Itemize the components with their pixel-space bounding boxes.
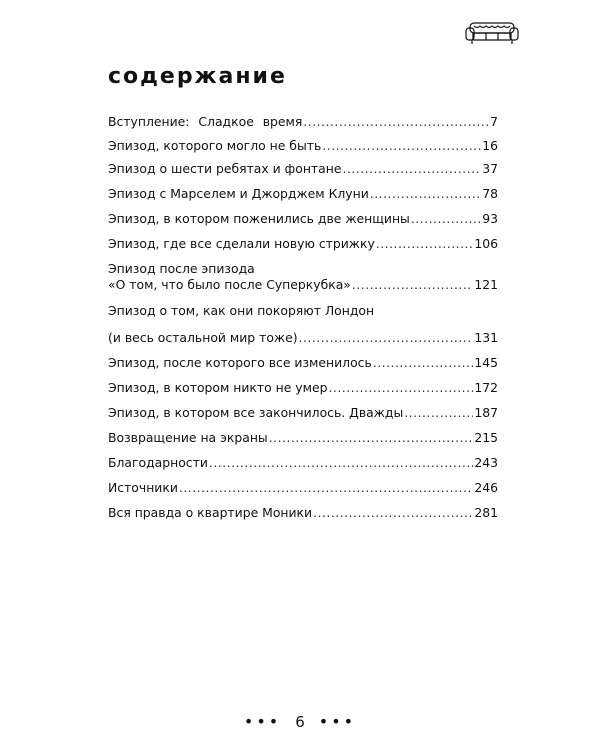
- toc-entry: [108, 261, 498, 293]
- toc-entry-page: 131: [474, 330, 498, 345]
- toc-entry-title-line1: Эпизод о том, как они покоряют Лондон: [108, 303, 375, 318]
- toc-entry-title: (и весь остальной мир тоже): [108, 330, 298, 345]
- toc-entry-title: Эпизод, где все сделали новую стрижку: [108, 236, 375, 251]
- toc-entry: [108, 186, 498, 202]
- toc-entry-title: Возвращение на экраны: [108, 430, 268, 445]
- toc-entry-title: Эпизод, в котором поженились две женщины: [108, 211, 410, 226]
- leader-dots: [269, 430, 474, 446]
- toc-entry-title: Эпизод о шести ребятах и фонтане: [108, 161, 342, 176]
- toc-entry-page: 243: [474, 455, 498, 470]
- leader-dots: [373, 355, 474, 371]
- toc-entry-title: Благодарности: [108, 455, 208, 470]
- toc-entry: [108, 114, 498, 130]
- toc-entry-page: 215: [474, 430, 498, 445]
- toc-entry: [108, 480, 498, 496]
- page-number: 6: [295, 713, 305, 731]
- toc-entry: [108, 405, 498, 421]
- toc-entry-page: 93: [482, 211, 498, 226]
- toc-entry-title: Эпизод, после которого все изменилось: [108, 355, 372, 370]
- table-of-contents: [108, 114, 498, 521]
- leader-dots: [404, 405, 473, 421]
- leader-dots: [328, 380, 473, 396]
- leader-dots: [411, 211, 481, 227]
- toc-entry: [108, 430, 498, 446]
- toc-entry-page: 246: [474, 480, 498, 495]
- footer-dots-left: •••: [243, 712, 282, 731]
- toc-entry: [108, 355, 498, 371]
- toc-entry-title: Источники: [108, 480, 178, 495]
- toc-entry-title: Вступление: Сладкое время: [108, 114, 303, 129]
- leader-dots: [376, 236, 474, 252]
- footer-dots-right: •••: [318, 712, 357, 731]
- page-title: содержание: [108, 64, 287, 89]
- toc-entry: [108, 161, 498, 177]
- toc-entry-title: «О том, что было после Суперкубка»: [108, 277, 351, 292]
- page-footer: [0, 712, 600, 731]
- leader-dots: [370, 186, 481, 202]
- toc-entry-page: 121: [474, 277, 498, 292]
- toc-entry-page: 145: [474, 355, 498, 370]
- toc-entry: [108, 303, 498, 346]
- toc-entry-page: 78: [482, 186, 498, 201]
- toc-entry-title: Вся правда о квартире Моники: [108, 505, 313, 520]
- toc-entry-page: 187: [474, 405, 498, 420]
- toc-entry: [108, 455, 498, 471]
- leader-dots: [303, 114, 489, 130]
- leader-dots: [322, 138, 481, 154]
- toc-entry-title: Эпизод, в котором никто не умер: [108, 380, 328, 395]
- toc-entry-page: 281: [474, 505, 498, 520]
- sofa-icon: [464, 20, 520, 46]
- toc-entry-title: Эпизод с Марселем и Джорджем Клуни: [108, 186, 369, 201]
- leader-dots: [313, 505, 473, 521]
- toc-entry-title-line1: Эпизод после эпизода: [108, 261, 255, 276]
- toc-entry-title: Эпизод, в котором все закончилось. Дважды: [108, 405, 404, 420]
- toc-entry: [108, 236, 498, 252]
- leader-dots: [352, 277, 473, 293]
- leader-dots: [299, 330, 474, 346]
- toc-entry: [108, 211, 498, 227]
- toc-entry: [108, 505, 498, 521]
- toc-entry-page: 106: [474, 236, 498, 251]
- leader-dots: [179, 480, 473, 496]
- toc-entry: [108, 380, 498, 396]
- toc-entry: [108, 138, 498, 154]
- toc-entry-page: 172: [474, 380, 498, 395]
- leader-dots: [209, 455, 473, 471]
- toc-entry-page: 7: [490, 114, 498, 129]
- toc-entry-page: 16: [482, 137, 498, 153]
- leader-dots: [342, 161, 481, 177]
- toc-entry-page: 37: [482, 161, 498, 176]
- toc-entry-title: Эпизод, которого могло не быть: [108, 137, 322, 153]
